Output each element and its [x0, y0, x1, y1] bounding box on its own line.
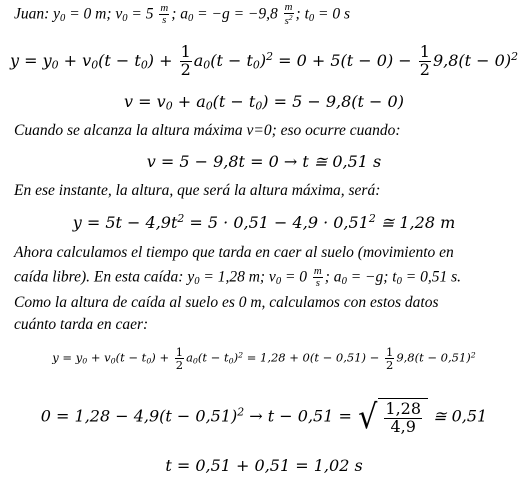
equation-position: $y = y_0 + v_0(t - t_0)$ + $\frac{1}{2}$ $a_0(t - t_0)^2 = 0 + 5(t - 0)$ − $\frac{1}{2}$ $9,8(t - 0)^2$	[10, 42, 518, 79]
fraction-one-half: $\frac{1}{2}$	[385, 345, 394, 373]
text-max-height: Cuando se alcanza la altura máxima v=0; eso ocurre cuando:	[14, 122, 401, 139]
text-fall-time-1: Ahora calculamos el tiempo que tarda en caer al suelo (movimiento en	[14, 244, 454, 261]
equation-time-max: v = 5 − 9,8t = 0 → t ≅ 0,51 s	[146, 152, 382, 171]
fraction-m-s: $\frac{m}{s}$	[160, 2, 169, 27]
fraction-one-half: $\frac{1}{2}$	[180, 42, 191, 79]
fraction-one-half: $\frac{1}{2}$	[175, 345, 184, 373]
equation-solve-time: $0 = 1,28 - 4,9(t - 0,51)^2 \to t - 0,51$ = √ $\frac{1,28}{4,9}$ ≅ 0,51	[40, 397, 488, 436]
fraction-m-s: $\frac{m}{s}$	[313, 265, 322, 290]
text-fall-data: caída libre). En esta caída: $y_0 = 1,28$ m; $v_0 = 0$ $\frac{m}{s}$ ; $a_0 = -g$; $t_0 = 0,51$ s.	[14, 265, 461, 290]
text-height-zero: Como la altura de caída al suelo es 0 m, calculamos con estos datos	[14, 294, 439, 311]
fraction-1-28-over-4-9: $\frac{1,28}{4,9}$	[385, 399, 422, 436]
text-at-that-instant: En ese instante, la altura, que será la altura máxima, será:	[14, 182, 381, 199]
fraction-one-half: $\frac{1}{2}$	[419, 42, 430, 79]
equation-fall-position: $y = y_0 + v_0(t - t_0)$ + $\frac{1}{2}$ $a_0(t - t_0)^2 = 1,28 + 0(t - 0,51)$ − $\frac{1}{2}$ $9,8(t - 0,51)^2$	[52, 345, 476, 373]
text-how-long: cuánto tarda en caer:	[14, 316, 149, 333]
square-root: √ $\frac{1,28}{4,9}$	[357, 398, 428, 436]
equation-height-max: $y = 5t - 4,9t^2 = 5 \cdot 0,51 - 4,9 \cdot 0,51^2$ ≅ 1,28 m	[72, 212, 456, 232]
given-data-juan: Juan: $y_0 = 0$ m; $v_0 = 5$ $\frac{m}{s}$ ; $a_0 = -g = -9,8$ $\frac{m}{s^2}$ ; $t_0 = 0$ s	[14, 1, 351, 28]
equation-velocity: $v = v_0 + a_0(t - t_0) = 5 - 9,8(t - 0)$	[124, 92, 404, 113]
equation-total-time: t = 0,51 + 0,51 = 1,02 s	[165, 456, 363, 475]
fraction-m-s2: $\frac{m}{s^2}$	[284, 1, 293, 28]
